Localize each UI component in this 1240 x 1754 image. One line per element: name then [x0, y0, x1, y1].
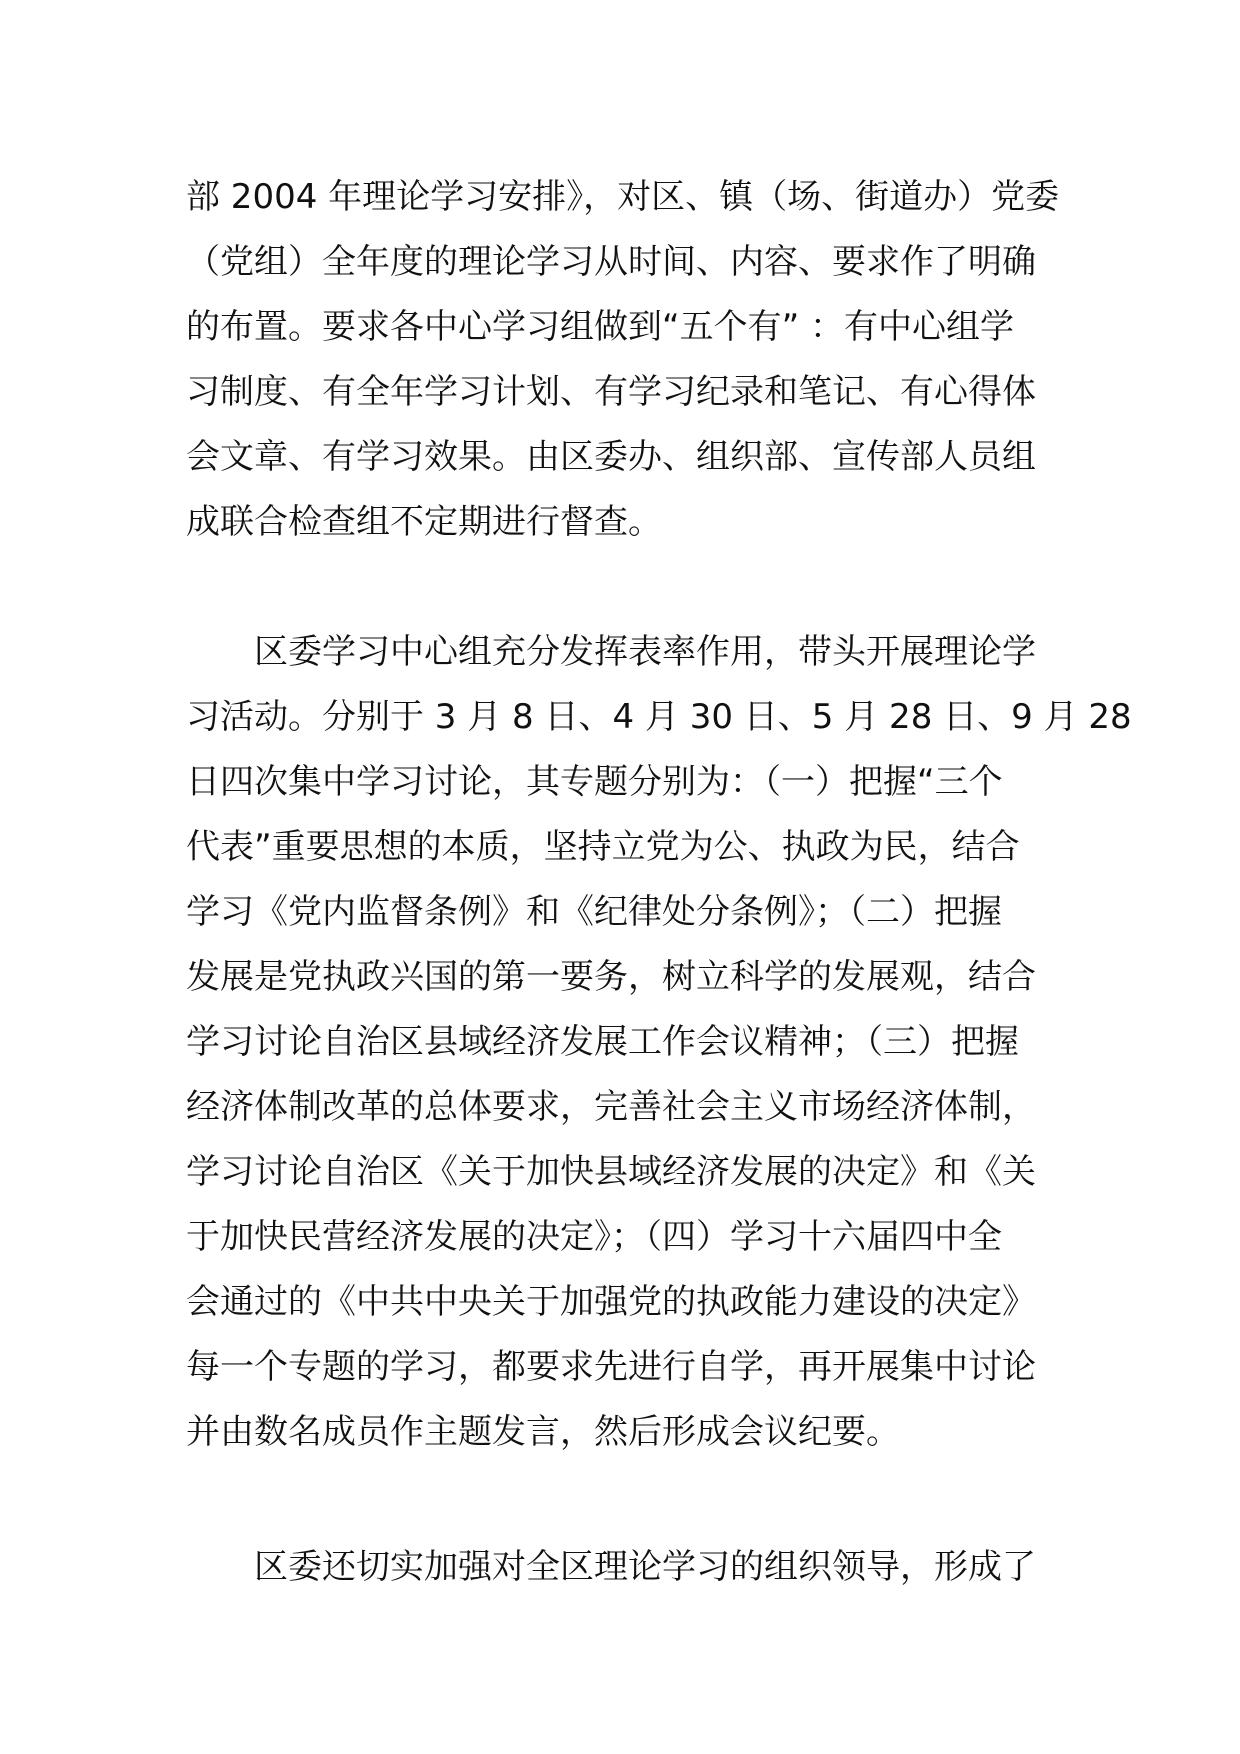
text-line: 代表”重要思想的本质，坚持立党为公、执政为民，结合 — [186, 827, 1020, 867]
text-line: 经济体制改革的总体要求，完善社会主义市场经济体制， — [186, 1087, 1036, 1127]
text-line: 学习讨论自治区《关于加快县域经济发展的决定》和《关 — [186, 1152, 1036, 1192]
text-line: 发展是党执政兴国的第一要务，树立科学的发展观，结合 — [186, 957, 1036, 997]
text-line: 每一个专题的学习，都要求先进行自学，再开展集中讨论 — [186, 1347, 1036, 1387]
text-line: 于加快民营经济发展的决定》；（四）学习十六届四中全 — [186, 1217, 1002, 1257]
text-line: 会通过的《中共中央关于加强党的执政能力建设的决定》 — [186, 1282, 1036, 1322]
paragraph-study-arrangement — [186, 165, 1060, 555]
text-line: 习活动。分别于 3 月 8 日、4 月 30 日、5 月 28 日、9 月 28 — [186, 697, 1132, 737]
text-line: 区委还切实加强对全区理论学习的组织领导，形成了 — [254, 1547, 1036, 1587]
text-line: 成联合检查组不定期进行督查。 — [186, 502, 662, 542]
text-line: 的布置。要求各中心学习组做到“五个有” ：有中心组学 — [186, 307, 1015, 347]
text-line: 会文章、有学习效果。由区委办、组织部、宣传部人员组 — [186, 437, 1036, 477]
paragraph-organizational-leadership — [186, 1535, 1056, 1600]
text-line: 习制度、有全年学习计划、有学习纪录和笔记、有心得体 — [186, 372, 1036, 412]
text-line: 部 2004 年理论学习安排》，对区、镇（场、街道办）党委 — [186, 177, 1060, 217]
text-line: 学习《党内监督条例》和《纪律处分条例》；（二）把握 — [186, 892, 1002, 932]
text-line: （党组）全年度的理论学习从时间、内容、要求作了明确 — [186, 242, 1036, 282]
text-line: 日四次集中学习讨论，其专题分别为：（一）把握“三个 — [186, 762, 1003, 802]
text-line: 学习讨论自治区县域经济发展工作会议精神；（三）把握 — [186, 1022, 1019, 1062]
text-line: 并由数名成员作主题发言，然后形成会议纪要。 — [186, 1412, 900, 1452]
paragraph-central-group-study — [186, 620, 1132, 1465]
text-line: 区委学习中心组充分发挥表率作用，带头开展理论学 — [254, 632, 1036, 672]
